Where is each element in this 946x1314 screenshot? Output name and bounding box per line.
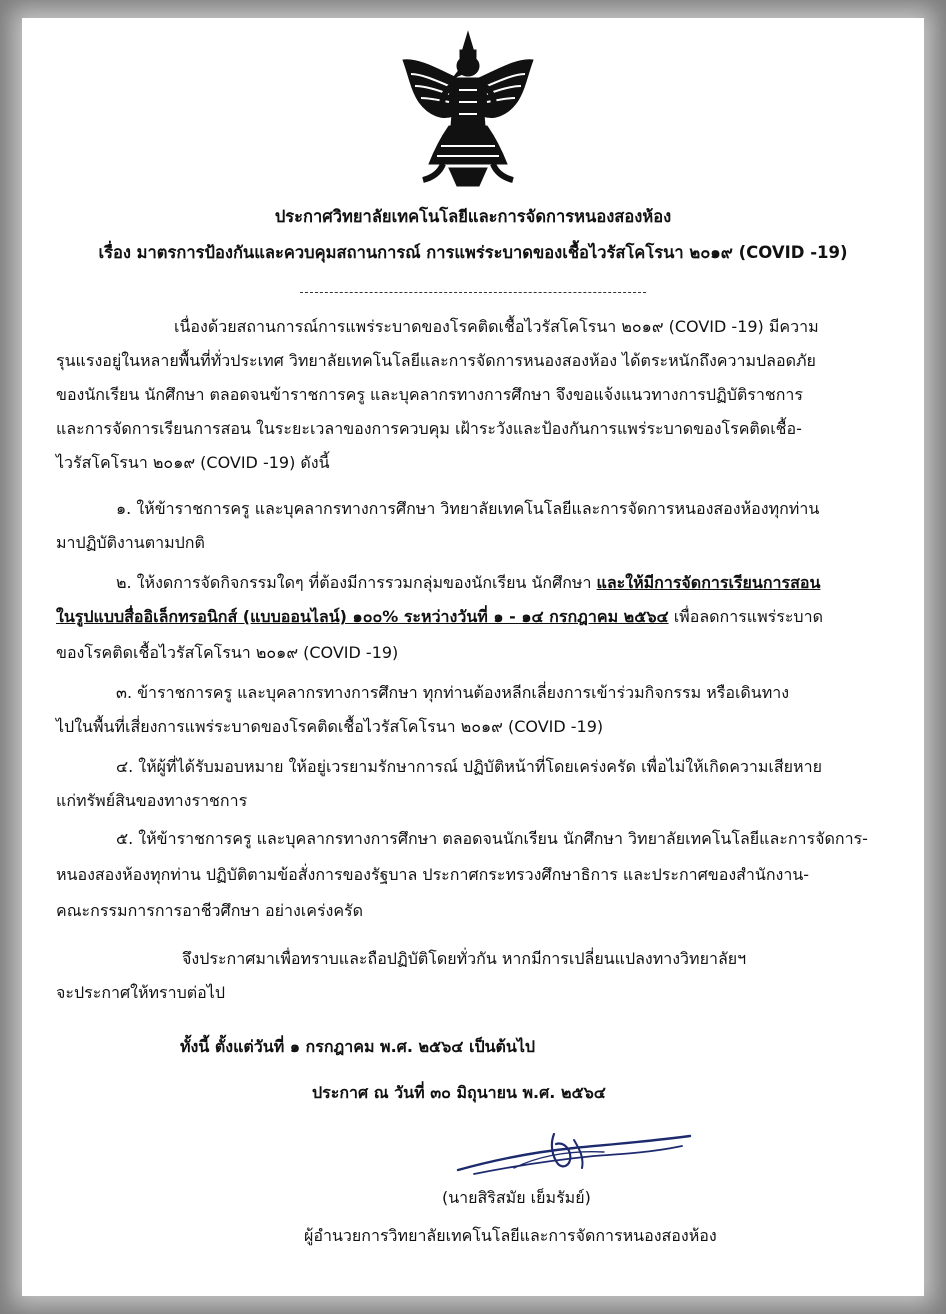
- announcement-title: ประกาศวิทยาลัยเทคโนโลยีและการจัดการหนองสองห้อง: [274, 207, 672, 226]
- item-2-purpose: เพื่อลดการแพร่ระบาด: [668, 607, 823, 626]
- closing-line-1: จึงประกาศมาเพื่อทราบและถือปฏิบัติโดยทั่วกัน หากมีการเปลี่ยนแปลงทางวิทยาลัยฯ: [182, 949, 747, 968]
- item-3-line-2: ไปในพื้นที่เสี่ยงการแพร่ระบาดของโรคติดเชื้อไวรัสโคโรนา ๒๐๑๙ (COVID -19): [56, 717, 604, 736]
- item-2-emphasis-dates: ในรูปแบบสื่ออิเล็กทรอนิกส์ (แบบออนไลน์) ๑๐๐% ระหว่างวันที่ ๑ - ๑๔ กรกฎาคม ๒๕๖๔: [56, 607, 669, 626]
- signer-position: ผู้อำนวยการวิทยาลัยเทคโนโลยีและการจัดการหนองสองห้อง: [304, 1226, 717, 1245]
- separator-line: [300, 292, 646, 293]
- announcement-subject: เรื่อง มาตรการป้องกันและควบคุมสถานการณ์ การแพร่ระบาดของเชื้อไวรัสโคโรนา ๒๐๑๙ (COVID -19): [98, 243, 848, 262]
- item-1-line-1: ๑. ให้ข้าราชการครู และบุคลากรทางการศึกษา วิทยาลัยเทคโนโลยีและการจัดการหนองสองห้องทุกท่าน: [116, 499, 820, 518]
- item-5-line-1: ๕. ให้ข้าราชการครู และบุคลากรทางการศึกษา ตลอดจนนักเรียน นักศึกษา วิทยาลัยเทคโนโลยีและการจัดการ-: [116, 829, 868, 848]
- intro-line-2: รุนแรงอยู่ในหลายพื้นที่ทั่วประเทศ วิทยาลัยเทคโนโลยีและการจัดการหนองสองห้อง ได้ตระหนักถึงความปลอดภัย: [56, 351, 816, 370]
- item-5-line-3: คณะกรรมการการอาชีวศึกษา อย่างเคร่งครัด: [56, 901, 364, 920]
- intro-line-1: เนื่องด้วยสถานการณ์การแพร่ระบาดของโรคติดเชื้อไวรัสโคโรนา ๒๐๑๙ (COVID -19) มีความ: [174, 317, 819, 336]
- item-1-line-2: มาปฏิบัติงานตามปกติ: [56, 533, 205, 552]
- signer-name: (นายสิริสมัย เย็มรัมย์): [442, 1188, 591, 1207]
- garuda-emblem-icon: [399, 30, 537, 188]
- signature-image: [454, 1130, 694, 1180]
- item-5-line-2: หนองสองห้องทุกท่าน ปฏิบัติตามข้อสั่งการของรัฐบาล ประกาศกระทรวงศึกษาธิการ และประกาศของสำนักงาน-: [56, 865, 810, 884]
- item-4-line-2: แก่ทรัพย์สินของทางราชการ: [56, 791, 248, 810]
- item-4-line-1: ๔. ให้ผู้ที่ได้รับมอบหมาย ให้อยู่เวรยามรักษาการณ์ ปฏิบัติหน้าที่โดยเคร่งครัด เพื่อไม่ให้เกิดความเสียหาย: [116, 757, 822, 776]
- item-2-line-1: [116, 572, 820, 594]
- intro-line-4: และการจัดการเรียนการสอน ในระยะเวลาของการควบคุม เฝ้าระวังและป้องกันการแพร่ระบาดของโรคติดเชื้อ-: [56, 419, 802, 438]
- item-2-line-3: ของโรคติดเชื้อไวรัสโคโรนา ๒๐๑๙ (COVID -19): [56, 643, 399, 662]
- item-2-emphasis: และให้มีการจัดการเรียนการสอน: [596, 573, 821, 592]
- intro-line-5: ไวรัสโคโรนา ๒๐๑๙ (COVID -19) ดังนี้: [56, 453, 330, 472]
- closing-line-2: จะประกาศให้ทราบต่อไป: [56, 983, 225, 1002]
- item-2-line-2: [56, 606, 823, 628]
- item-2-text: ๒. ให้งดการจัดกิจกรรมใดๆ ที่ต้องมีการรวมกลุ่มของนักเรียน นักศึกษา: [116, 573, 597, 592]
- effective-date: ทั้งนี้ ตั้งแต่วันที่ ๑ กรกฎาคม พ.ศ. ๒๕๖๔ เป็นต้นไป: [180, 1037, 536, 1056]
- announcement-page: [22, 18, 924, 1296]
- item-3-line-1: ๓. ข้าราชการครู และบุคลากรทางการศึกษา ทุกท่านต้องหลีกเลี่ยงการเข้าร่วมกิจกรรม หรือเดินทาง: [116, 683, 790, 702]
- intro-line-3: ของนักเรียน นักศึกษา ตลอดจนข้าราชการครู และบุคลากรทางการศึกษา จึงขอแจ้งแนวทางการปฏิบัติราชการ: [56, 385, 803, 404]
- announcement-date: ประกาศ ณ วันที่ ๓๐ มิถุนายน พ.ศ. ๒๕๖๔: [312, 1083, 606, 1102]
